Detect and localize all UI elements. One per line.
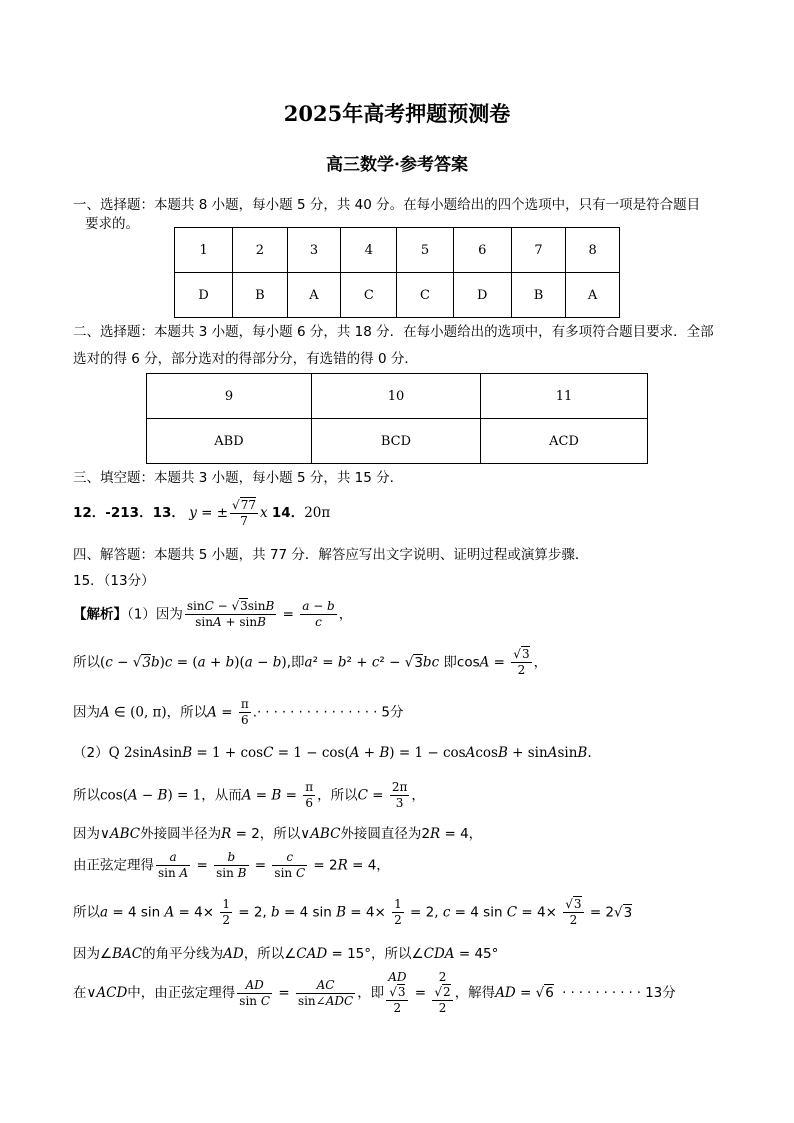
page-title: 2025年高考押题预测卷 <box>283 101 511 126</box>
section2-answer-table <box>146 373 648 464</box>
table-cell-answer: A <box>287 273 341 318</box>
table-cell-answer: BCD <box>311 419 480 464</box>
section3-heading: 三、填空题：本题共 3 小题，每小题 5 分，共 15 分． <box>73 470 404 486</box>
fill-in-answers: 12．-213．13． y = ± $\frac{√77}{7}$ x 14．20π <box>73 497 331 528</box>
score-5: 5分 <box>381 704 404 721</box>
q13-answer-fraction: $\frac{√77}{7}$ <box>232 497 256 528</box>
table-cell-answer: D <box>453 273 511 318</box>
q12-answer: -213 <box>105 505 140 521</box>
table-cell-answer: B <box>511 273 565 318</box>
table-cell-answer: ACD <box>481 419 648 464</box>
q13-label: 13． <box>152 505 185 521</box>
solution-line-10: 在∨ACD中，由正弦定理得 $\frac{AD}{\text{sin C}}$ = $\frac{AC}{\text{sin∠ADC}}$ ，即 AD √3 2 = 2 √2 2 ，解得AD = √6 ··········13分 <box>73 970 676 1015</box>
table-cell-number: 3 <box>287 228 341 273</box>
table-cell-answer: A <box>566 273 620 318</box>
page-subtitle: 高三数学·参考答案 <box>326 155 468 175</box>
solution-line-7: 由正弦定理得 $\frac{a}{\text{sin A}}$ = $\frac{b}{\text{sin B}}$ = $\frac{c}{\text{sin C}}$ = 2R = 4， <box>73 850 390 880</box>
table-cell-answer: ABD <box>147 419 312 464</box>
table-cell-number: 10 <box>311 374 480 419</box>
table-cell-number: 9 <box>147 374 312 419</box>
table-cell-number: 2 <box>233 228 287 273</box>
table-cell-number: 1 <box>175 228 233 273</box>
solution-line-5: 所以cos(A − B) = 1，从而A = B = $\frac{\pi}{6}$ ，所以C = $\frac{2\pi}{3}$ ， <box>73 780 425 810</box>
solution-line-9: 因为∠BAC的角平分线为AD，所以∠CAD = 15°，所以∠CDA = 45° <box>73 946 499 962</box>
table-cell-answer: B <box>233 273 287 318</box>
analysis-label: 【解析】 <box>73 606 127 623</box>
table-cell-number: 6 <box>453 228 511 273</box>
q12-label: 12． <box>73 505 106 521</box>
section1-heading-line2: 要求的。 <box>85 216 139 232</box>
section1-answer-table <box>174 227 620 318</box>
table-cell-number: 11 <box>481 374 648 419</box>
table-cell-number: 7 <box>511 228 565 273</box>
section2-heading-line2: 选对的得 6 分，部分选对的得部分分，有选错的得 0 分． <box>73 351 418 367</box>
solution-line-6: 因为∨ABC外接圆半径为R = 2，所以∨ABC外接圆直径为2R = 4， <box>73 826 483 842</box>
part2-label: （2） <box>73 745 109 761</box>
solution-line-1: 【解析】（1）因为 $\frac{\sin C - √3\sin B}{\sin A + \sin B}$ = $\frac{a - b}{c}$ ， <box>73 599 353 629</box>
section1-heading-line1: 一、选择题：本题共 8 小题，每小题 5 分，共 40 分。在每小题给出的四个选项中，只有一项是符合题目 <box>73 197 701 213</box>
solution-line-8: 所以a = 4 sin A = 4× $\frac{1}{2}$ = 2, b = 4 sin B = 4× $\frac{1}{2}$ = 2, c = 4 sin C = 4× $\frac{√3}{2}$ = 2√3 <box>73 897 633 927</box>
part1-label: （1）因为 <box>127 606 183 623</box>
score-13: 13分 <box>645 985 676 1001</box>
table-cell-answer: D <box>175 273 233 318</box>
table-cell-number: 8 <box>566 228 620 273</box>
q15-header: 15．（13分） <box>73 573 155 589</box>
table-cell-answer: C <box>397 273 453 318</box>
section4-heading: 四、解答题：本题共 5 小题，共 77 分．解答应写出文字说明、证明过程或演算步骤． <box>73 547 589 563</box>
solution-line-2: 所以(c − √3b)c = (a + b)(a − b),即a² = b² + c² − √3bc 即cosA = $\frac{√3}{2}$ ， <box>73 647 548 677</box>
table-cell-number: 4 <box>341 228 397 273</box>
section2-heading-line1: 二、选择题：本题共 3 小题，每小题 6 分，共 18 分．在每小题给出的选项中，有多项符合题目要求．全部 <box>73 324 714 340</box>
table-cell-answer: C <box>341 273 397 318</box>
table-cell-number: 5 <box>397 228 453 273</box>
q14-label: 14． <box>271 505 305 521</box>
solution-line-4: （2）Q 2sinAsinB = 1 + cosC = 1 − cos(A + B) = 1 − cosAcosB + sinAsinB. <box>73 745 592 761</box>
solution-line-3: 因为A ∈ (0, π)，所以A = $\frac{\pi}{6}$ .···············5分 <box>73 697 404 727</box>
q14-answer: 20π <box>304 505 331 521</box>
